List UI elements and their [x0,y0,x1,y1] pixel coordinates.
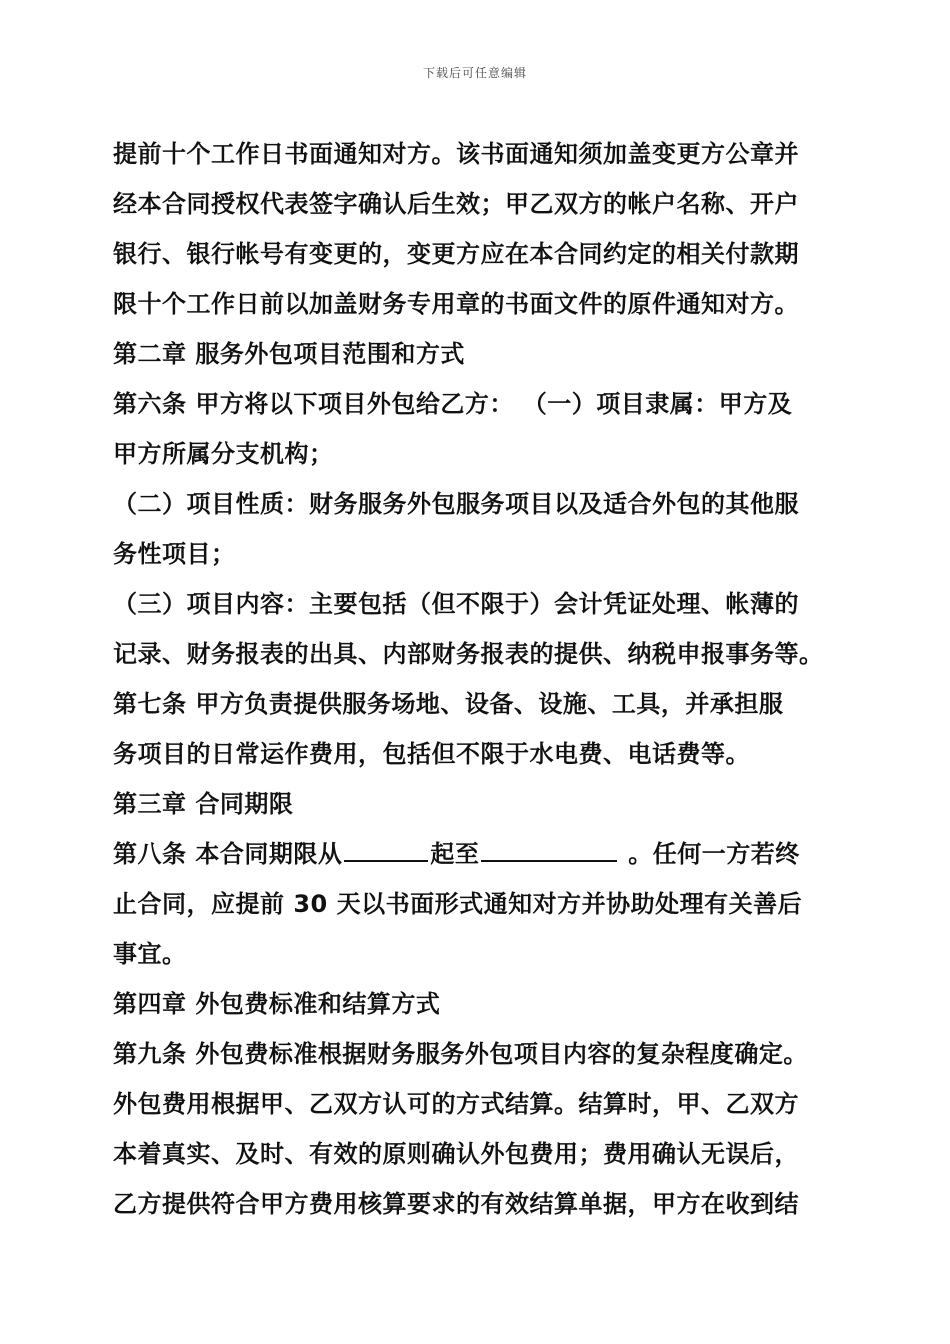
body-line: 银行、银行帐号有变更的，变更方应在本合同约定的相关付款期 [113,240,799,268]
page-header: 下载后可任意编辑 [422,66,527,80]
body-line: 限十个工作日前以加盖财务专用章的书面文件的原件通知对方。 [113,290,799,318]
term-text-start: 第八条 本合同期限从 [113,840,343,868]
body-line: 甲方所属分支机构； [113,440,334,468]
term-text-end: 。任何一方若终 [619,840,800,868]
article-line: 第六条 甲方将以下项目外包给乙方： （一）项目隶属：甲方及 [113,390,793,418]
article-line: 第七条 甲方负责提供服务场地、设备、设施、工具，并承担服 [113,690,784,718]
body-line: 事宜。 [113,940,187,968]
body-line: 经本合同授权代表签字确认后生效；甲乙双方的帐户名称、开户 [113,190,799,218]
body-line: 务项目的日常运作费用，包括但不限于水电费、电话费等。 [113,740,750,768]
body-line: 乙方提供符合甲方费用核算要求的有效结算单据，甲方在收到结 [113,1190,799,1218]
body-line: 外包费用根据甲、乙双方认可的方式结算。结算时，甲、乙双方 [113,1090,799,1118]
end-date-blank [481,838,617,862]
body-line: 止合同，应提前 30 天以书面形式通知对方并协助处理有关善后 [113,890,803,918]
body-line: 务性项目； [113,540,236,568]
body-line: （二）项目性质：财务服务外包服务项目以及适合外包的其他服 [113,490,799,518]
body-line: 记录、财务报表的出具、内部财务报表的提供、纳税申报事务等。 [113,640,824,668]
body-line: （三）项目内容：主要包括（但不限于）会计凭证处理、帐薄的 [113,590,799,618]
article-line [113,834,800,869]
body-line: 提前十个工作日书面通知对方。该书面通知须加盖变更方公章并 [113,140,799,168]
chapter-heading: 第四章 外包费标准和结算方式 [113,990,441,1018]
article-line: 第九条 外包费标准根据财务服务外包项目内容的复杂程度确定。 [113,1040,808,1068]
chapter-heading: 第三章 合同期限 [113,790,294,818]
body-line: 本着真实、及时、有效的原则确认外包费用；费用确认无误后， [113,1140,799,1168]
start-date-blank [344,838,428,862]
term-text-middle: 起至 [430,840,480,868]
chapter-heading: 第二章 服务外包项目范围和方式 [113,340,465,368]
